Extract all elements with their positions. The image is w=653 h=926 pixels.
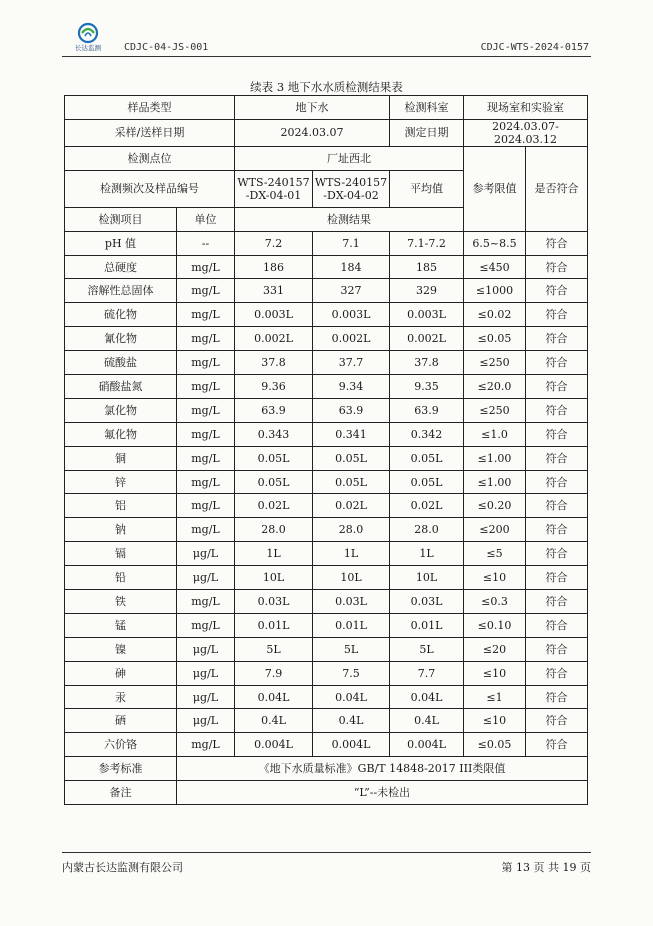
average-value: 28.0 xyxy=(390,518,464,542)
average-value: 0.02L xyxy=(390,494,464,518)
table-row xyxy=(65,542,588,566)
conform-value: 符合 xyxy=(526,494,588,518)
value-sample-1: 0.004L xyxy=(235,733,313,757)
unit: μg/L xyxy=(177,661,235,685)
value-sample-1: 9.36 xyxy=(235,375,313,399)
table-row xyxy=(65,470,588,494)
remark-row xyxy=(65,781,588,805)
value-sample-1: 63.9 xyxy=(235,398,313,422)
table-row xyxy=(65,733,588,757)
reference-row xyxy=(65,757,588,781)
limit-value: ≤0.3 xyxy=(464,590,526,614)
value-sample-2: 63.9 xyxy=(313,398,390,422)
sampling-date-label: 采样/送样日期 xyxy=(65,119,235,146)
conform-value: 符合 xyxy=(526,542,588,566)
table-row xyxy=(65,279,588,303)
limit-value: ≤0.05 xyxy=(464,327,526,351)
sample-type-value: 地下水 xyxy=(235,96,390,120)
value-sample-2: 0.003L xyxy=(313,303,390,327)
table-row xyxy=(65,398,588,422)
limit-value: ≤0.02 xyxy=(464,303,526,327)
page-footer xyxy=(62,852,591,874)
item-name: 氟化物 xyxy=(65,422,177,446)
value-sample-2: 0.04L xyxy=(313,685,390,709)
limit-value: ≤450 xyxy=(464,255,526,279)
value-sample-1: 1L xyxy=(235,542,313,566)
table-row xyxy=(65,661,588,685)
doc-code-right: CDJC-WTS-2024-0157 xyxy=(480,42,589,53)
conform-value: 符合 xyxy=(526,661,588,685)
company-logo-icon xyxy=(68,22,108,54)
item-name: 硒 xyxy=(65,709,177,733)
limit-value: ≤10 xyxy=(464,709,526,733)
value-sample-2: 5L xyxy=(313,637,390,661)
unit: -- xyxy=(177,231,235,255)
limit-value: ≤1 xyxy=(464,685,526,709)
unit: μg/L xyxy=(177,566,235,590)
conform-value: 符合 xyxy=(526,375,588,399)
value-sample-2: 9.34 xyxy=(313,375,390,399)
conform-value: 符合 xyxy=(526,231,588,255)
unit: mg/L xyxy=(177,255,235,279)
item-name: 钠 xyxy=(65,518,177,542)
value-sample-1: 0.002L xyxy=(235,327,313,351)
sample-1-id: WTS-240157 -DX-04-01 xyxy=(235,170,313,207)
value-sample-1: 0.03L xyxy=(235,590,313,614)
table-row xyxy=(65,446,588,470)
average-value: 0.004L xyxy=(390,733,464,757)
conform-value: 符合 xyxy=(526,303,588,327)
table-row xyxy=(65,709,588,733)
average-value: 0.04L xyxy=(390,685,464,709)
remark-value: “L”--未检出 xyxy=(177,781,588,805)
unit-header: 单位 xyxy=(177,207,235,231)
average-value: 9.35 xyxy=(390,375,464,399)
table-row xyxy=(65,375,588,399)
item-name: 砷 xyxy=(65,661,177,685)
data-rows xyxy=(65,231,588,757)
results-table xyxy=(64,95,588,805)
item-header: 检测项目 xyxy=(65,207,177,231)
value-sample-1: 0.343 xyxy=(235,422,313,446)
item-name: 氯化物 xyxy=(65,398,177,422)
average-header: 平均值 xyxy=(390,170,464,207)
item-name: 铝 xyxy=(65,494,177,518)
item-name: 锰 xyxy=(65,613,177,637)
unit: μg/L xyxy=(177,709,235,733)
average-value: 0.342 xyxy=(390,422,464,446)
value-sample-2: 1L xyxy=(313,542,390,566)
value-sample-1: 186 xyxy=(235,255,313,279)
unit: mg/L xyxy=(177,494,235,518)
table-row xyxy=(65,590,588,614)
table-row xyxy=(65,231,588,255)
unit: mg/L xyxy=(177,733,235,757)
conform-value: 符合 xyxy=(526,422,588,446)
value-sample-1: 5L xyxy=(235,637,313,661)
table-row xyxy=(65,685,588,709)
company-name: 内蒙古长达监测有限公司 xyxy=(62,861,183,874)
value-sample-1: 37.8 xyxy=(235,351,313,375)
table-row xyxy=(65,422,588,446)
value-sample-2: 0.01L xyxy=(313,613,390,637)
table-row xyxy=(65,494,588,518)
value-sample-2: 0.004L xyxy=(313,733,390,757)
value-sample-1: 331 xyxy=(235,279,313,303)
table-row xyxy=(65,327,588,351)
limit-value: ≤250 xyxy=(464,398,526,422)
value-sample-2: 0.341 xyxy=(313,422,390,446)
limit-value: ≤10 xyxy=(464,661,526,685)
average-value: 7.1-7.2 xyxy=(390,231,464,255)
average-value: 37.8 xyxy=(390,351,464,375)
conform-value: 符合 xyxy=(526,566,588,590)
value-sample-2: 0.002L xyxy=(313,327,390,351)
item-name: 六价铬 xyxy=(65,733,177,757)
limit-value: 6.5~8.5 xyxy=(464,231,526,255)
limit-value: ≤0.10 xyxy=(464,613,526,637)
location-value: 厂址西北 xyxy=(235,146,464,170)
value-sample-2: 28.0 xyxy=(313,518,390,542)
location-label: 检测点位 xyxy=(65,146,235,170)
value-sample-1: 0.05L xyxy=(235,446,313,470)
value-sample-2: 327 xyxy=(313,279,390,303)
item-name: 硫酸盐 xyxy=(65,351,177,375)
sample-type-label: 样品类型 xyxy=(65,96,235,120)
value-sample-2: 10L xyxy=(313,566,390,590)
average-value: 0.002L xyxy=(390,327,464,351)
unit: μg/L xyxy=(177,542,235,566)
table-row xyxy=(65,566,588,590)
logo-text: 长达监测 xyxy=(75,44,101,52)
value-sample-2: 7.5 xyxy=(313,661,390,685)
value-sample-1: 7.2 xyxy=(235,231,313,255)
average-value: 0.01L xyxy=(390,613,464,637)
conform-value: 符合 xyxy=(526,351,588,375)
unit: mg/L xyxy=(177,590,235,614)
average-value: 10L xyxy=(390,566,464,590)
conform-value: 符合 xyxy=(526,590,588,614)
value-sample-2: 0.02L xyxy=(313,494,390,518)
average-value: 185 xyxy=(390,255,464,279)
conform-value: 符合 xyxy=(526,685,588,709)
conform-header: 是否符合 xyxy=(526,146,588,231)
limit-value: ≤5 xyxy=(464,542,526,566)
value-sample-2: 0.4L xyxy=(313,709,390,733)
value-sample-2: 7.1 xyxy=(313,231,390,255)
freq-label: 检测频次及样品编号 xyxy=(65,170,235,207)
conform-value: 符合 xyxy=(526,637,588,661)
unit: μg/L xyxy=(177,685,235,709)
table-row xyxy=(65,637,588,661)
limit-value: ≤20.0 xyxy=(464,375,526,399)
table-row xyxy=(65,303,588,327)
conform-value: 符合 xyxy=(526,733,588,757)
limit-value: ≤0.20 xyxy=(464,494,526,518)
conform-value: 符合 xyxy=(526,470,588,494)
table-row xyxy=(65,518,588,542)
value-sample-1: 0.04L xyxy=(235,685,313,709)
location-row xyxy=(65,146,588,170)
reference-value: 《地下水质量标准》GB/T 14848-2017 III类限值 xyxy=(177,757,588,781)
sampling-date-value: 2024.03.07 xyxy=(235,119,390,146)
limit-value: ≤1000 xyxy=(464,279,526,303)
limit-value: ≤200 xyxy=(464,518,526,542)
unit: mg/L xyxy=(177,422,235,446)
item-name: 硫化物 xyxy=(65,303,177,327)
limit-value: ≤20 xyxy=(464,637,526,661)
average-value: 329 xyxy=(390,279,464,303)
conform-value: 符合 xyxy=(526,279,588,303)
value-sample-1: 0.05L xyxy=(235,470,313,494)
conform-value: 符合 xyxy=(526,709,588,733)
unit: mg/L xyxy=(177,446,235,470)
conform-value: 符合 xyxy=(526,255,588,279)
sample-2-id: WTS-240157 -DX-04-02 xyxy=(313,170,390,207)
lab-label: 检测科室 xyxy=(390,96,464,120)
item-name: 铅 xyxy=(65,566,177,590)
limit-value: ≤0.05 xyxy=(464,733,526,757)
average-value: 63.9 xyxy=(390,398,464,422)
value-sample-1: 0.003L xyxy=(235,303,313,327)
test-date-label: 测定日期 xyxy=(390,119,464,146)
reference-label: 参考标准 xyxy=(65,757,177,781)
unit: mg/L xyxy=(177,375,235,399)
table-row xyxy=(65,351,588,375)
average-value: 0.003L xyxy=(390,303,464,327)
conform-value: 符合 xyxy=(526,446,588,470)
conform-value: 符合 xyxy=(526,613,588,637)
average-value: 1L xyxy=(390,542,464,566)
item-name: 镉 xyxy=(65,542,177,566)
limit-value: ≤1.00 xyxy=(464,446,526,470)
item-name: 铁 xyxy=(65,590,177,614)
average-value: 0.4L xyxy=(390,709,464,733)
unit: mg/L xyxy=(177,613,235,637)
meta-row-1 xyxy=(65,96,588,120)
limit-value: ≤10 xyxy=(464,566,526,590)
average-value: 5L xyxy=(390,637,464,661)
value-sample-1: 0.01L xyxy=(235,613,313,637)
table-row xyxy=(65,613,588,637)
unit: mg/L xyxy=(177,327,235,351)
item-name: 锌 xyxy=(65,470,177,494)
unit: mg/L xyxy=(177,351,235,375)
item-name: 总硬度 xyxy=(65,255,177,279)
limit-value: ≤1.00 xyxy=(464,470,526,494)
value-sample-2: 0.05L xyxy=(313,446,390,470)
unit: mg/L xyxy=(177,398,235,422)
average-value: 0.05L xyxy=(390,470,464,494)
page-header xyxy=(62,22,591,57)
lab-value: 现场室和实验室 xyxy=(464,96,588,120)
limit-header: 参考限值 xyxy=(464,146,526,231)
item-name: 镍 xyxy=(65,637,177,661)
remark-label: 备注 xyxy=(65,781,177,805)
conform-value: 符合 xyxy=(526,327,588,351)
unit: mg/L xyxy=(177,518,235,542)
value-sample-1: 7.9 xyxy=(235,661,313,685)
unit: mg/L xyxy=(177,303,235,327)
conform-value: 符合 xyxy=(526,398,588,422)
value-sample-1: 0.02L xyxy=(235,494,313,518)
average-value: 0.05L xyxy=(390,446,464,470)
table-caption: 续表 3 地下水水质检测结果表 xyxy=(250,80,403,94)
average-value: 7.7 xyxy=(390,661,464,685)
meta-row-2 xyxy=(65,119,588,146)
value-sample-1: 0.4L xyxy=(235,709,313,733)
value-sample-2: 37.7 xyxy=(313,351,390,375)
item-name: 溶解性总固体 xyxy=(65,279,177,303)
unit: mg/L xyxy=(177,279,235,303)
value-sample-1: 28.0 xyxy=(235,518,313,542)
item-name: pH 值 xyxy=(65,231,177,255)
table-row xyxy=(65,255,588,279)
average-value: 0.03L xyxy=(390,590,464,614)
limit-value: ≤250 xyxy=(464,351,526,375)
value-sample-1: 10L xyxy=(235,566,313,590)
doc-code-left: CDJC-04-JS-001 xyxy=(124,42,209,53)
unit: μg/L xyxy=(177,637,235,661)
item-name: 铜 xyxy=(65,446,177,470)
test-date-value: 2024.03.07-2024.03.12 xyxy=(464,119,588,146)
item-name: 汞 xyxy=(65,685,177,709)
value-sample-2: 0.05L xyxy=(313,470,390,494)
conform-value: 符合 xyxy=(526,518,588,542)
limit-value: ≤1.0 xyxy=(464,422,526,446)
item-name: 氰化物 xyxy=(65,327,177,351)
unit: mg/L xyxy=(177,470,235,494)
item-name: 硝酸盐氮 xyxy=(65,375,177,399)
value-sample-2: 0.03L xyxy=(313,590,390,614)
value-sample-2: 184 xyxy=(313,255,390,279)
page-number: 第 13 页 共 19 页 xyxy=(501,861,591,874)
result-header: 检测结果 xyxy=(235,207,464,231)
